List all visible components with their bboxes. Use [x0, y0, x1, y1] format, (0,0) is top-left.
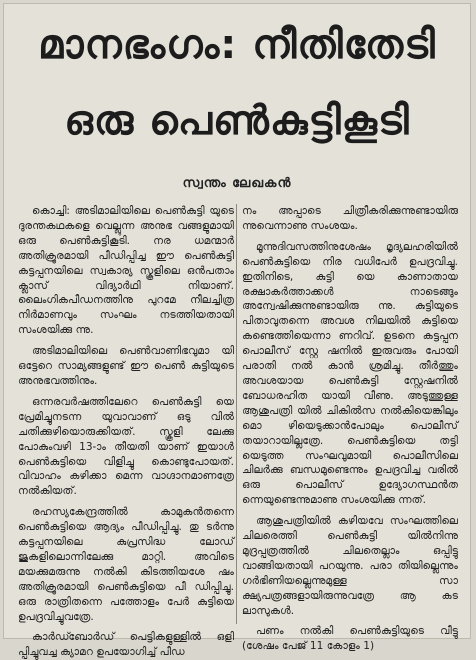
paragraph: രഹസ്യകേന്ദ്രത്തിൽ കാമുകൻതന്നെ പെൺകുട്ടിയെ ആദ്യം പീഡിപ്പിച്ചു. തു ടർന്നു കട്ടപ്പനയിലെ കുപ്രസിദ്ധ ലോഡ് ജുകളിലൊന്നിലേക്കു മാറ്റി. അവിടെ മയക്കുമരുന്നു നൽകി കിടത്തിയശേ ഷം അതിക്രൂരമായി പെൺകുട്ടിയെ പീ ഡിപ്പിച്ചു. ഒരു രാത്രിതന്നെ പത്തോളം പേർ കുട്ടിയെ ഉപദ്രവിച്ചുവത്രേ. — [18, 506, 234, 623]
headline-line-1: മാനഭംഗം: നീതിതേടി — [38, 22, 436, 68]
paragraph: പണം നൽകി പെൺകുട്ടിയുടെ വീട്ടു (ശേഷം പേജ് 11 കോളം 1) — [242, 625, 458, 653]
paragraph: മൂന്നുദിവസത്തിനുശേഷം മൃദ്യലഹരിയിൽ പെൺകുട്ടിയെ നിര വധിപേർ ഉപദ്രവിച്ചു. ഇതിനിടെ, കുട്ടി യെ കാണാതായ രക്ഷാകർത്താക്കൾ നാടെങ്ങും അന്വേഷിക്കുന്നുണ്ടായിരു ന്നു. കുട്ടിയുടെ പിതാവുതന്നെ അവശ നിലയിൽ കുട്ടിയെ കണ്ടെത്തിയെന്നാ ണറിവ്. ഉടനെ കട്ടപ്പന പൊലീസ് സ്റ്റേ ഷനിൽ ഇരുവരും പോയി പരാതി നൽ കാൻ ശ്രമിച്ചു. തീർത്തും അവശയായ പെൺകുട്ടി സ്റ്റേഷനിൽ ബോധരഹിത യായി വീണു. അടുത്തുള്ള ആശുപത്രി യിൽ ചികിൽസ നൽകിയെങ്കിലും മൊ ഴിയെടുക്കാൻപോലും പൊലീസ് തയാറായില്ലത്രേ. പെൺകുട്ടിയെ തട്ടി യെടുത്ത സംഘവുമായി പൊലീസിലെ ചിലർക്കു ബന്ധമുണ്ടെന്നും ഉപദ്രവിച്ച വരിൽ ഒരു പൊലീസ് ഉദ്യോഗസ്ഥൻത ന്നെയുണ്ടെന്നുമാണു സംശയിക്കു ന്നത്. — [242, 240, 458, 507]
paragraph: കൊച്ചി: അടിമാലിയിലെ പെൺകുട്ടി യുടെ ദുരന്തകഥകളെ വെല്ലുന്ന അനുഭ വങ്ങളുമായി ഒരു പെൺകുട്ടികൂടി. നര ധമന്മാർ അതിക്രൂരമായി പീഡിപ്പിച്ച ഈ പെൺകുട്ടി കട്ടപ്പനയിലെ സ്വകാര്യ സ്കൂളിലെ ഒൻപതാം ക്ലാസ് വിദ്യാർഥി നിയാണ്. ലൈംഗികപീഡനത്തിനു പുറമേ നീലച്ചിത്ര നിർമാണവും സംഘം നടത്തിയതായി സംശയിക്കു ന്നു. — [18, 205, 234, 337]
article-column-left — [18, 204, 234, 659]
byline: സ്വന്തം ലേഖകൻ — [182, 176, 292, 191]
paragraph: ആശുപത്രിയിൽ കഴിയവേ സംഘത്തിലെ ചിലരെത്തി പെൺകുട്ടി യിൽനിന്നു മുദ്രപ്പത്രത്തിൽ ചിലതെല്ലാം ഒപ്പിട്ടു വാങ്ങിയതായി പറയുന്നു. പരാ തിയില്ലെന്നും ഗർഭിണിയല്ലെന്നുമുള്ള സാ ക്ഷ്യപത്രങ്ങളായിരുന്നുവത്രേ ആ കട ലാസുകൾ. — [242, 515, 458, 617]
article-column-right — [242, 204, 458, 653]
paragraph: കാർഡ്ബോർഡ് പെട്ടികളുള്ളിൽ ഒളി പ്പിച്ചുവച്ച ക്യാമറ ഉപയോഗിച്ച് പീഡ — [18, 631, 234, 659]
paragraph: ഒന്നരവർഷത്തിലേറെ പെൺകുട്ടി യെ പ്രേമിച്ചുനടന്ന യുവാവാണ് ഒടു വിൽ ചതിക്കുഴിയൊരുക്കിയത്. സ്കൂളി ലേക്കു പോകുംവഴി 13-ാം തീയതി യാണ് ഇയാൾ പെൺകുട്ടിയെ വിളിച്ചു കൊണ്ടുപോയത്. വിവാഹം കഴിക്കാ മെന്ന വാഗ്ദാനമാണത്രേ നൽകിയത്. — [18, 395, 234, 498]
paragraph: അടിമാലിയിലെ പെൺവാണിഭവുമാ യി ഒട്ടേറെ സാമ്യങ്ങളുണ്ട് ഈ പെൺ കുട്ടിയുടെ അനുഭവത്തിനും. — [18, 345, 234, 387]
paragraph: നം അപ്പാടെ ചിത്രീകരിക്കുന്നുണ്ടായിരു ന്നുവെന്നാണു സംശയം. — [242, 205, 458, 232]
headline-line-2: ഒരു പെൺകുട്ടികൂടി — [64, 98, 410, 144]
newspaper-clipping — [4, 4, 470, 659]
column-divider — [236, 204, 237, 624]
